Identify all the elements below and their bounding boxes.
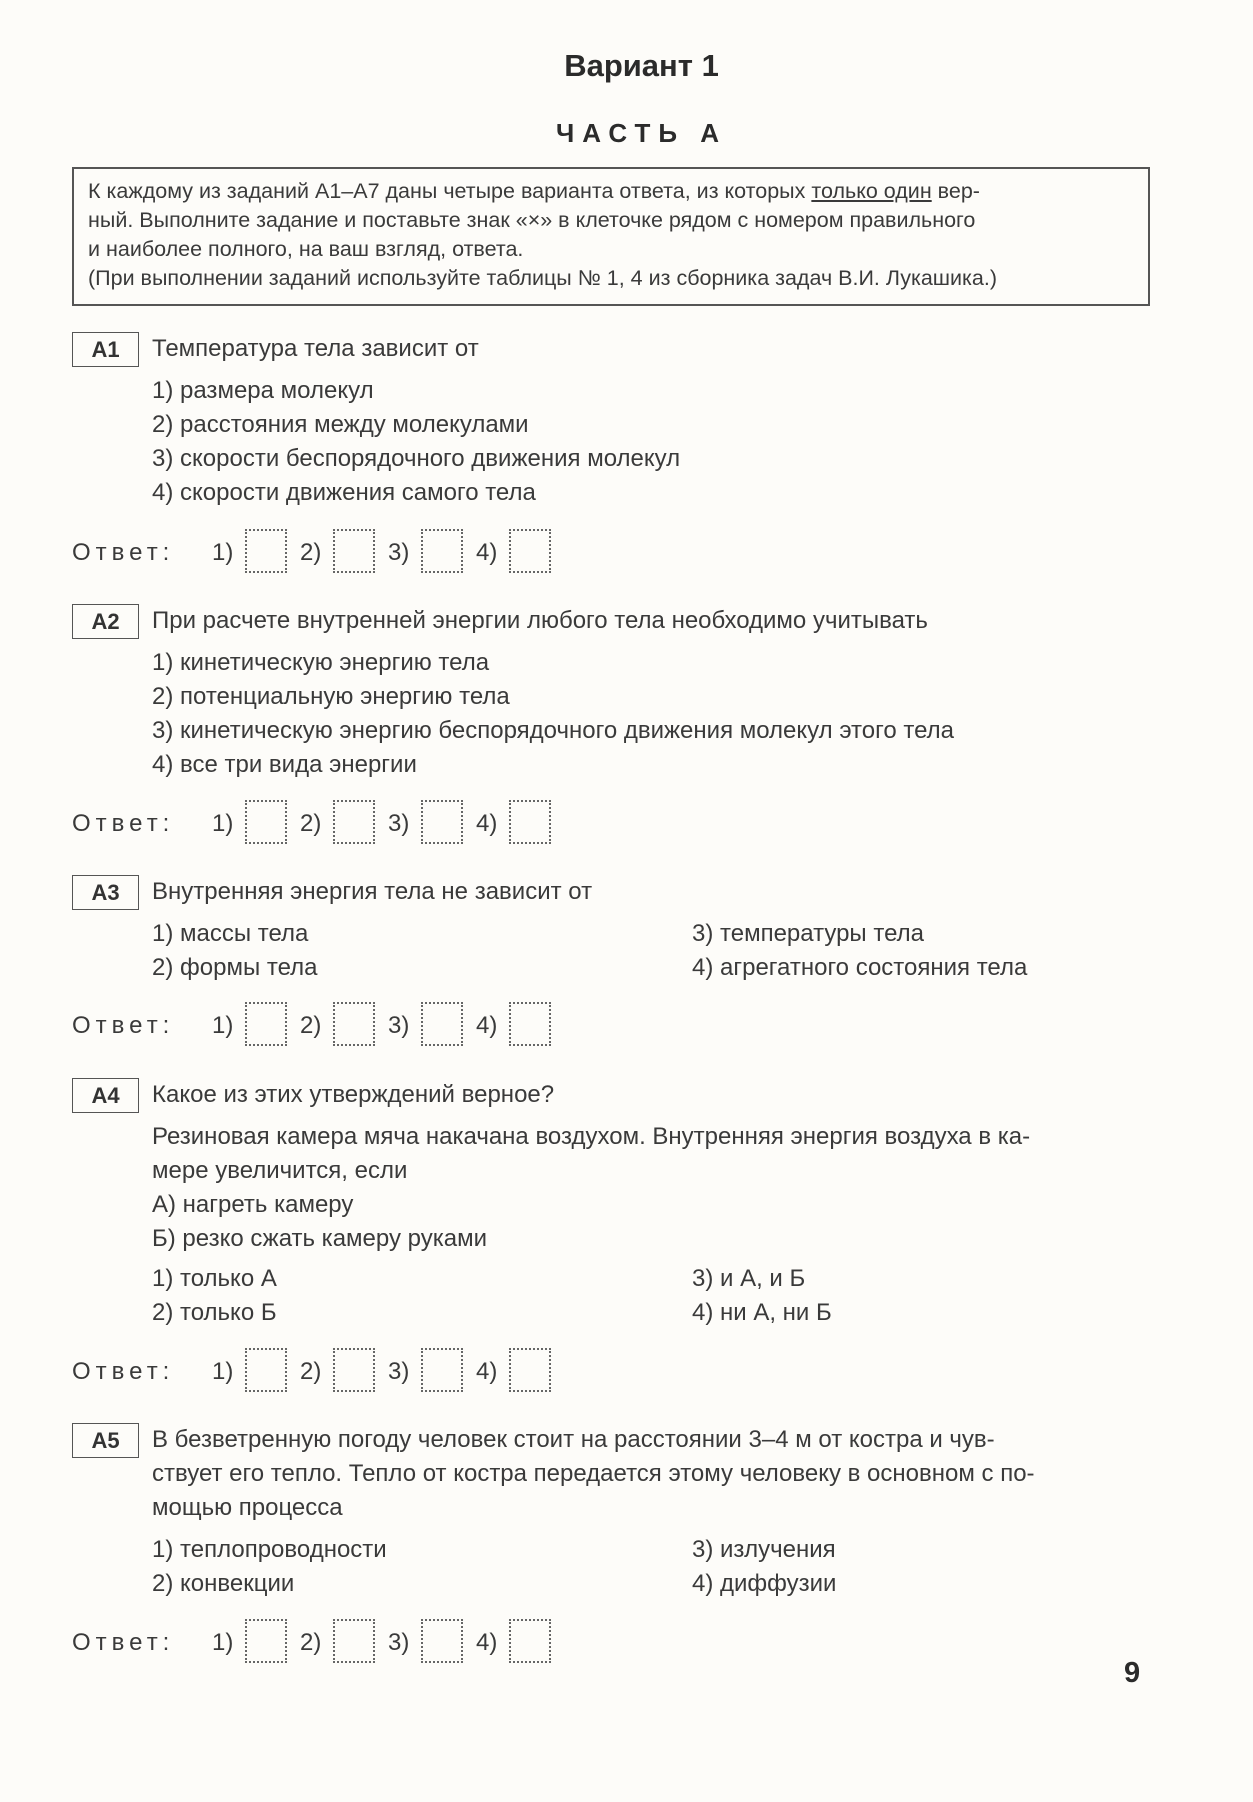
answer-option-label: 3)	[388, 810, 410, 837]
answer-checkbox-2[interactable]	[333, 529, 375, 573]
answer-option-label: 3)	[388, 1629, 410, 1656]
option-text: 1) кинетическую энергию тела	[152, 649, 490, 676]
option-text: 4) скорости движения самого тела	[152, 479, 536, 506]
answer-label: Ответ:	[72, 810, 175, 837]
answer-option-label: 1)	[212, 1012, 234, 1039]
variant-title: Вариант 1	[564, 48, 719, 83]
option-text: 3) кинетическую энергию беспорядочного движения молекул этого тела	[152, 717, 954, 744]
instructions-line-4: (При выполнении заданий используйте таблицы № 1, 4 из сборника задач В.И. Лукашика.)	[88, 266, 998, 290]
answer-checkbox-1[interactable]	[245, 1348, 287, 1392]
answer-checkbox-2[interactable]	[333, 800, 375, 844]
answer-option-label: 4)	[476, 1012, 498, 1039]
option-text: 4) все три вида энергии	[152, 751, 417, 778]
answer-checkbox-3[interactable]	[421, 1002, 463, 1046]
task-question: Какое из этих утверждений верное?	[152, 1081, 555, 1108]
answer-option-label: 2)	[300, 810, 322, 837]
instructions-text: вер-	[931, 179, 980, 203]
answer-option-label: 2)	[300, 1358, 322, 1385]
answer-checkbox-2[interactable]	[333, 1002, 375, 1046]
task-question: При расчете внутренней энергии любого тела необходимо учитывать	[152, 607, 928, 634]
task-number: А4	[72, 1078, 139, 1113]
instructions-line-2: ный. Выполните задание и поставьте знак «×» в клеточке рядом с номером правильного	[88, 208, 976, 232]
answer-option-label: 3)	[388, 1358, 410, 1385]
underlined-text: только один	[811, 179, 932, 203]
answer-checkbox-1[interactable]	[245, 1002, 287, 1046]
instructions-box	[72, 167, 1150, 306]
answer-option-label: 4)	[476, 539, 498, 566]
task-text: Б) резко сжать камеру руками	[152, 1225, 488, 1252]
answer-option-label: 3)	[388, 539, 410, 566]
option-text: 3) и А, и Б	[692, 1265, 806, 1292]
answer-option-label: 4)	[476, 810, 498, 837]
answer-label: Ответ:	[72, 1012, 175, 1039]
answer-option-label: 4)	[476, 1358, 498, 1385]
option-text: 4) диффузии	[692, 1570, 837, 1597]
task-number: А3	[72, 875, 139, 910]
answer-label: Ответ:	[72, 1358, 175, 1385]
task-text: мощью процесса	[152, 1494, 343, 1521]
option-text: 2) расстояния между молекулами	[152, 411, 529, 438]
task-text: Резиновая камера мяча накачана воздухом. Внутренняя энергия воздуха в ка-	[152, 1123, 1031, 1150]
answer-checkbox-4[interactable]	[509, 1619, 551, 1663]
option-text: 3) температуры тела	[692, 920, 924, 947]
answer-option-label: 1)	[212, 810, 234, 837]
option-text: 4) ни А, ни Б	[692, 1299, 832, 1326]
option-text: 3) излучения	[692, 1536, 836, 1563]
answer-label: Ответ:	[72, 539, 175, 566]
answer-option-label: 1)	[212, 1358, 234, 1385]
answer-option-label: 2)	[300, 1629, 322, 1656]
option-text: 1) размера молекул	[152, 377, 374, 404]
answer-option-label: 3)	[388, 1012, 410, 1039]
answer-option-label: 4)	[476, 1629, 498, 1656]
answer-option-label: 1)	[212, 539, 234, 566]
page-number: 9	[1124, 1657, 1141, 1689]
task-text: А) нагреть камеру	[152, 1191, 354, 1218]
answer-checkbox-3[interactable]	[421, 1348, 463, 1392]
answer-checkbox-4[interactable]	[509, 529, 551, 573]
task-text: ствует его тепло. Тепло от костра передается этому человеку в основном с по-	[152, 1460, 1035, 1487]
option-text: 4) агрегатного состояния тела	[692, 954, 1028, 981]
option-text: 2) конвекции	[152, 1570, 295, 1597]
answer-checkbox-3[interactable]	[421, 529, 463, 573]
option-text: 2) только Б	[152, 1299, 277, 1326]
option-text: 2) потенциальную энергию тела	[152, 683, 510, 710]
task-number: А1	[72, 332, 139, 367]
answer-checkbox-1[interactable]	[245, 800, 287, 844]
answer-checkbox-2[interactable]	[333, 1348, 375, 1392]
answer-label: Ответ:	[72, 1629, 175, 1656]
task-number: А2	[72, 604, 139, 639]
answer-checkbox-4[interactable]	[509, 1348, 551, 1392]
answer-option-label: 2)	[300, 1012, 322, 1039]
answer-checkbox-4[interactable]	[509, 1002, 551, 1046]
answer-checkbox-4[interactable]	[509, 800, 551, 844]
option-text: 3) скорости беспорядочного движения молекул	[152, 445, 681, 472]
answer-option-label: 1)	[212, 1629, 234, 1656]
instructions-line-3: и наиболее полного, на ваш взгляд, ответа.	[88, 237, 524, 261]
task-number: А5	[72, 1423, 139, 1458]
part-title: ЧАСТЬ А	[555, 118, 728, 148]
answer-checkbox-3[interactable]	[421, 800, 463, 844]
instructions-line-1	[88, 177, 1134, 206]
option-text: 2) формы тела	[152, 954, 318, 981]
task-question: В безветренную погоду человек стоит на расстоянии 3–4 м от костра и чув-	[152, 1426, 995, 1453]
option-text: 1) теплопроводности	[152, 1536, 387, 1563]
task-text: мере увеличится, если	[152, 1157, 408, 1184]
option-text: 1) только А	[152, 1265, 277, 1292]
option-text: 1) массы тела	[152, 920, 309, 947]
instructions-text: К каждому из заданий А1–А7 даны четыре варианта ответа, из которых	[88, 179, 812, 203]
answer-checkbox-2[interactable]	[333, 1619, 375, 1663]
task-question: Температура тела зависит от	[152, 335, 479, 362]
answer-checkbox-3[interactable]	[421, 1619, 463, 1663]
answer-option-label: 2)	[300, 539, 322, 566]
answer-checkbox-1[interactable]	[245, 1619, 287, 1663]
answer-checkbox-1[interactable]	[245, 529, 287, 573]
task-question: Внутренняя энергия тела не зависит от	[152, 878, 593, 905]
